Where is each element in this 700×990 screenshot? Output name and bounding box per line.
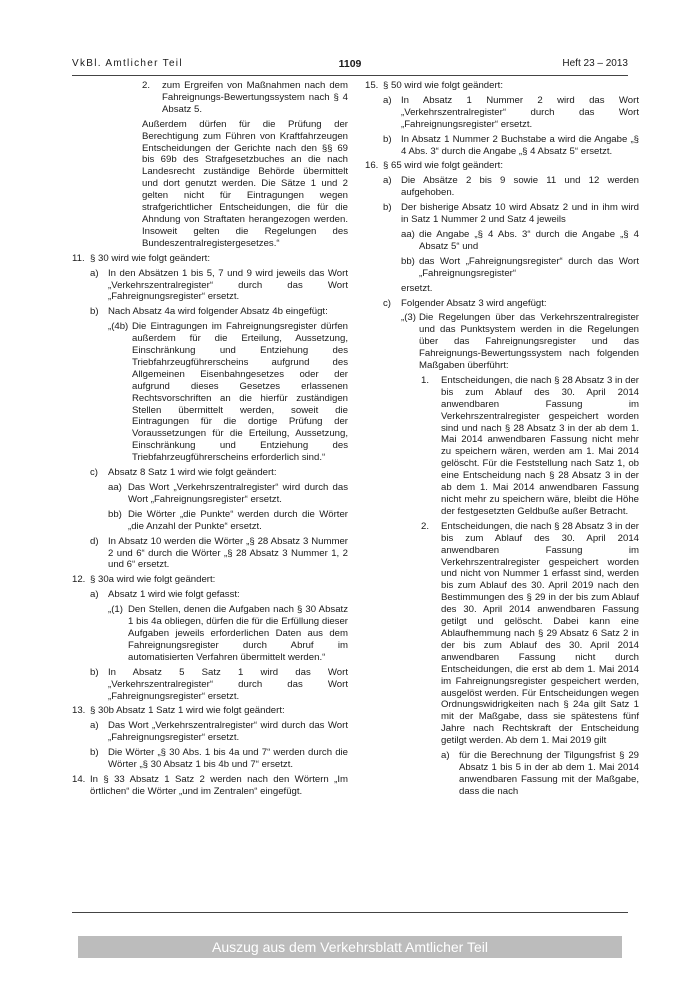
item-number: a) bbox=[383, 94, 392, 106]
item-number: a) bbox=[90, 589, 99, 601]
list-item bbox=[72, 482, 348, 506]
item-text: das Wort „Fahreignungsregister“ durch das Wort „Fahreignungsregister“ bbox=[419, 255, 639, 279]
item-text: Die Eintragungen im Fahreignungsregister dürfen außerdem für die Erteilung, Aussetzung, Einschränkung und Entziehung des Triebfahrzeugführerscheins aufgrund des Allgemeinen Eisenbahngesetzes oder der aufgrund dieses Gesetzes erlassenen Rechtsvorschriften an die hierfür zuständigen Stellen übermittelt werden, soweit die Eintragungen für die dortige Prüfung der Voraussetzungen für die Erteilung, Aussetzung, Einschränkung und Entziehung des Triebfahrzeugführerscheins erforderlich sind.“ bbox=[132, 321, 348, 464]
list-item bbox=[365, 521, 639, 747]
item-number: 2. bbox=[421, 520, 430, 532]
item-number: „(1) bbox=[108, 604, 123, 616]
list-item bbox=[72, 667, 348, 703]
item-number: 12. bbox=[72, 574, 86, 586]
item-number: c) bbox=[90, 467, 98, 479]
issue-label: Heft 23 – 2013 bbox=[562, 58, 628, 69]
item-text: Absatz 8 Satz 1 wird wie folgt geändert: bbox=[108, 467, 277, 479]
list-item bbox=[72, 589, 348, 601]
item-number: a) bbox=[90, 267, 99, 279]
left-column bbox=[72, 80, 348, 801]
item-text: Die Wörter „die Punkte“ werden durch die Wörter „die Anzahl der Punkte“ ersetzt. bbox=[128, 508, 348, 532]
item-text: die Angabe „§ 4 Abs. 3“ durch die Angabe „§ 4 Absatz 5“ und bbox=[419, 228, 639, 252]
item-number: b) bbox=[90, 306, 99, 318]
page-number: 1109 bbox=[338, 58, 362, 70]
item-text: Absatz 1 wird wie folgt gefasst: bbox=[108, 589, 240, 601]
list-item bbox=[72, 321, 348, 464]
list-item bbox=[365, 80, 639, 92]
item-text: zum Ergreifen von Maßnahmen nach dem Fahreignungs-Bewertungssystem nach § 4 Absatz 5. bbox=[162, 80, 348, 115]
header-rule bbox=[72, 75, 628, 76]
item-number: 2. bbox=[142, 80, 151, 91]
list-item bbox=[365, 134, 639, 158]
item-number: 15. bbox=[365, 80, 379, 91]
list-item bbox=[365, 229, 639, 253]
list-item bbox=[72, 467, 348, 479]
item-text: Das Wort „Verkehrszentralregister“ wird durch das Wort „Fahreignungsregister“ ersetzt. bbox=[128, 482, 348, 505]
list-item bbox=[72, 509, 348, 533]
item-text: Den Stellen, denen die Aufgaben nach § 30 Absatz 1 bis 4a obliegen, dürfen die für die Erfüllung dieser Aufgaben jeweils erforderlichen Daten aus dem Fahreignungsregister durch Abruf im automatisierten Verfahren übermittelt werden.“ bbox=[128, 604, 348, 663]
list-item bbox=[72, 574, 348, 586]
footer-banner: Auszug aus dem Verkehrsblatt Amtlicher Teil bbox=[78, 936, 622, 958]
item-number: „(4b) bbox=[108, 321, 129, 333]
list-item bbox=[72, 720, 348, 744]
list-item bbox=[72, 268, 348, 304]
list-item bbox=[72, 747, 348, 771]
item-text: Entscheidungen, die nach § 28 Absatz 3 in der bis zum Ablauf des 30. April 2014 anwendbaren Fassung im Verkehrszentralregister gespeichert worden und nicht von Nummer 1 erfasst sind, werden bis zum Ablauf des 30. April 2019 nach den Bestimmungen des § 29 in der bis zum Ablauf des 30. April 2014 anwendbaren Fassung getilgt und gelöscht. Dabei kann eine Ablaufhemmung nach § 29 Absatz 6 Satz 2 in der bis zum Ablauf des 30. April 2014 anwendbaren Fassung nicht durch Entscheidungen, die erst ab dem 1. Mai 2014 im Fahreignungsregister gespeichert werden, ausgelöst werden. Für Entscheidungen wegen Ordnungswidrigkeiten nach § 24a gilt Satz 1 mit der Maßgabe, dass sie spätestens fünf Jahre nach Rechtskraft der Entscheidung getilgt werden. Ab dem 1. Mai 2019 gilt bbox=[441, 520, 639, 747]
list-item bbox=[72, 306, 348, 318]
list-item bbox=[72, 253, 348, 265]
item-number: aa) bbox=[401, 228, 415, 240]
list-item bbox=[365, 202, 639, 226]
list-item bbox=[365, 256, 639, 280]
item-number: bb) bbox=[401, 255, 415, 267]
item-number: b) bbox=[383, 202, 392, 214]
item-text: In Absatz 1 Nummer 2 wird das Wort „Verkehrszentralregister“ durch das Wort „Fahreignungsregister“ ersetzt. bbox=[401, 94, 639, 130]
item-number: c) bbox=[383, 297, 391, 309]
item-number: „(3) bbox=[401, 312, 416, 324]
item-text: In Absatz 10 werden die Wörter „§ 28 Absatz 3 Nummer 2 und 6“ durch die Wörter „§ 28 Absatz 3 Nummer 1, 2 und 6“ ersetzt. bbox=[108, 535, 348, 571]
item-text: Die Wörter „§ 30 Abs. 1 bis 4a und 7“ werden durch die Wörter „§ 30 Absatz 1 bis 4b und 7“ ersetzt. bbox=[108, 747, 348, 771]
item-number: 1. bbox=[421, 374, 430, 386]
item-text: Nach Absatz 4a wird folgender Absatz 4b eingefügt: bbox=[108, 306, 328, 318]
item-number: d) bbox=[90, 535, 99, 547]
item-number: b) bbox=[383, 133, 392, 145]
item-text: § 65 wird wie folgt geändert: bbox=[383, 160, 503, 172]
item-text: § 50 wird wie folgt geändert: bbox=[383, 80, 503, 91]
list-item bbox=[365, 175, 639, 199]
item-text: In den Absätzen 1 bis 5, 7 und 9 wird jeweils das Wort „Verkehrszentralregister“ durch das Wort „Fahreignungsregister“ ersetzt. bbox=[108, 267, 348, 303]
item-number: 13. bbox=[72, 705, 86, 717]
item-number: b) bbox=[90, 666, 99, 678]
list-item bbox=[72, 705, 348, 717]
item-text: Die Absätze 2 bis 9 sowie 11 und 12 werden aufgehoben. bbox=[401, 175, 639, 199]
item-number: bb) bbox=[108, 508, 122, 520]
right-column bbox=[365, 80, 639, 801]
list-item bbox=[72, 604, 348, 664]
item-text: In § 33 Absatz 1 Satz 2 werden nach den Wörtern „Im örtlichen“ die Wörter „und im Zentralen“ eingefügt. bbox=[90, 773, 348, 797]
list-item bbox=[72, 774, 348, 798]
item-text: § 30b Absatz 1 Satz 1 wird wie folgt geändert: bbox=[90, 705, 285, 717]
item-number: b) bbox=[90, 747, 99, 759]
item-number: a) bbox=[90, 720, 99, 732]
item-number: 11. bbox=[72, 252, 85, 264]
list-item bbox=[365, 298, 639, 310]
item-text: Die Regelungen über das Verkehrszentralregister und das Punktsystem werden in die Regelungen über das Fahreignungsregister und das Fahreignungs-Bewertungssystem nach folgenden Maßgaben überführt: bbox=[419, 312, 639, 372]
list-item bbox=[365, 312, 639, 372]
list-item bbox=[72, 80, 348, 116]
list-item bbox=[365, 750, 639, 798]
item-text: Das Wort „Verkehrszentralregister“ wird durch das Wort „Fahreignungsregister“ ersetzt. bbox=[108, 720, 348, 744]
item-text: für die Berechnung der Tilgungsfrist § 29 Absatz 1 bis 5 in der ab dem 1. Mai 2014 anwendbaren Fassung mit der Maßgabe, dass die nach bbox=[459, 750, 639, 797]
item-number: 16. bbox=[365, 160, 379, 172]
item-number: 14. bbox=[72, 773, 86, 785]
journal-name: VkBl. Amtlicher Teil bbox=[72, 58, 183, 69]
item-number: a) bbox=[441, 750, 450, 762]
item-text: Außerdem dürfen für die Prüfung der Berechtigung zum Führen von Kraftfahrzeugen Entscheidungen der Gerichte nach den §§ 69 bis 69b des Strafgesetzbuches an die nach Landesrecht zuständige Behörde übermittelt und dort genutzt werden. Die Sätze 1 und 2 gelten nicht für Eintragungen wegen strafgerichtlicher Entscheidungen, die für die Ahndung von Straftaten herangezogen werden. Insoweit gelten die Regelungen des Bundeszentralregistergesetzes.“ bbox=[142, 118, 348, 249]
footer-rule bbox=[72, 912, 628, 913]
item-number: aa) bbox=[108, 482, 122, 493]
page-header bbox=[72, 58, 628, 74]
item-text: Der bisherige Absatz 10 wird Absatz 2 und in ihm wird in Satz 1 Nummer 2 und Satz 4 jeweils bbox=[401, 202, 639, 226]
item-text: § 30a wird wie folgt geändert: bbox=[90, 574, 216, 586]
item-text: Folgender Absatz 3 wird angefügt: bbox=[401, 297, 547, 309]
item-text: Entscheidungen, die nach § 28 Absatz 3 in der bis zum Ablauf des 30. April 2014 anwendbaren Fassung im Verkehrszentralregister gespeichert worden sind und nach § 28 Absatz 3 in der ab dem 1. Mai 2014 anwendbaren Fassung nicht mehr zu speichern wären, werden am 1. Mai 2014 gelöscht. Für die Feststellung nach Satz 1, ob eine Entscheidung nach § 28 Absatz 3 in der ab dem 1. Mai 2014 anwendbaren Fassung nicht mehr zu speichern wäre, bleibt die Höhe der festgesetzten Geldbuße außer Betracht. bbox=[441, 374, 639, 517]
list-item bbox=[72, 119, 348, 250]
item-text: In Absatz 5 Satz 1 wird das Wort „Verkehrszentralregister“ durch das Wort „Fahreignungsregister“ ersetzt. bbox=[108, 666, 348, 702]
item-text: § 30 wird wie folgt geändert: bbox=[90, 252, 210, 264]
item-text: ersetzt. bbox=[401, 282, 433, 294]
list-item bbox=[72, 536, 348, 572]
list-item bbox=[365, 283, 639, 295]
item-text: In Absatz 1 Nummer 2 Buchstabe a wird die Angabe „§ 4 Abs. 3“ durch die Angabe „§ 4 Absatz 5“ ersetzt. bbox=[401, 133, 639, 157]
item-number: a) bbox=[383, 175, 392, 187]
list-item bbox=[365, 160, 639, 172]
list-item bbox=[365, 375, 639, 518]
list-item bbox=[365, 95, 639, 131]
